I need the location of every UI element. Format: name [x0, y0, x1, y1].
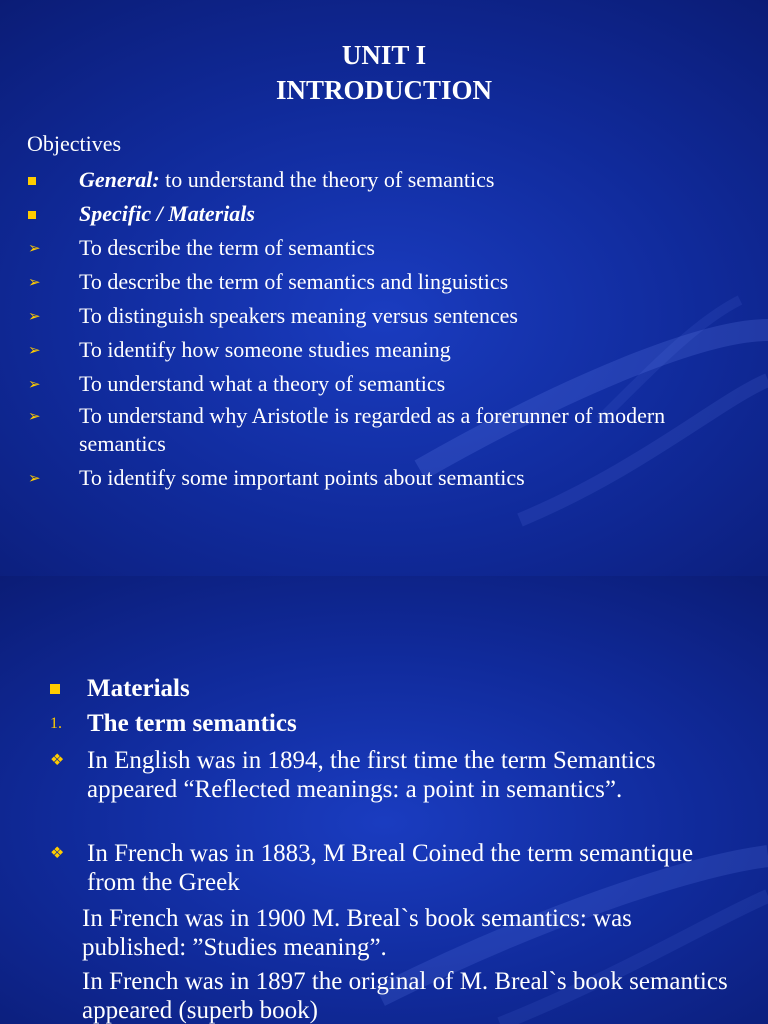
arrow-bullet-icon: ➢ — [28, 241, 41, 257]
diamond-bullet-icon: ❖ — [50, 845, 65, 862]
arrow-bullet-icon: ➢ — [28, 409, 41, 425]
number-marker: 1. — [50, 715, 62, 732]
square-bullet-icon — [28, 200, 36, 230]
slide-2: Materials 1. The term semantics ❖ In English was in 1894, the first time the term Semantics appeared “Reflected meanings: a point in semantics”. ❖ In French was in 1883, M Breal Coined the term semantique from the Greek In French was in 1900 M. Breal`s book semantics: was published: ”Studies meaning”. In French was in 1897 the original of M. Breal`s book semantics appeared (superb book) — [0, 576, 768, 1024]
slide-title — [0, 38, 768, 108]
arrow-bullet-icon: ➢ — [28, 471, 41, 487]
general-label: General: — [79, 167, 160, 192]
title-line-2: INTRODUCTION — [275, 75, 493, 105]
title-line-1: UNIT I — [341, 40, 427, 70]
diamond-bullet-icon: ❖ — [50, 752, 65, 769]
square-bullet-icon — [28, 166, 36, 196]
general-text: to understand the theory of semantics — [159, 167, 495, 192]
slide-1: UNIT I INTRODUCTION Objectives General: to understand the theory of semantics Specific / Materials ➢ To describe the term of semantics ➢ To describe the term of semantics and linguistics ➢ To distinguish speakers meaning versus sentences ➢ To identify how someone studies meaning ➢ To understand what a theory of semantics ➢ To understand why Aristotle is regarded as a forerunner of modern semantics ➢ To identify some important points about semantics — [0, 0, 768, 576]
paragraph-1900: In French was in 1900 M. Breal`s book semantics: was published: ”Studies meaning”. — [82, 905, 632, 961]
objectives-label: Objectives — [27, 131, 122, 156]
arrow-bullet-icon: ➢ — [28, 343, 41, 359]
arrow-bullet-icon: ➢ — [28, 309, 41, 325]
arrow-bullet-icon: ➢ — [28, 275, 41, 291]
square-bullet-icon — [50, 674, 60, 704]
specific-label: Specific / Materials — [79, 201, 255, 226]
paragraph-1897: In French was in 1897 the original of M. Breal`s book semantics appeared (superb book) — [82, 968, 728, 1024]
arrow-bullet-icon: ➢ — [28, 377, 41, 393]
